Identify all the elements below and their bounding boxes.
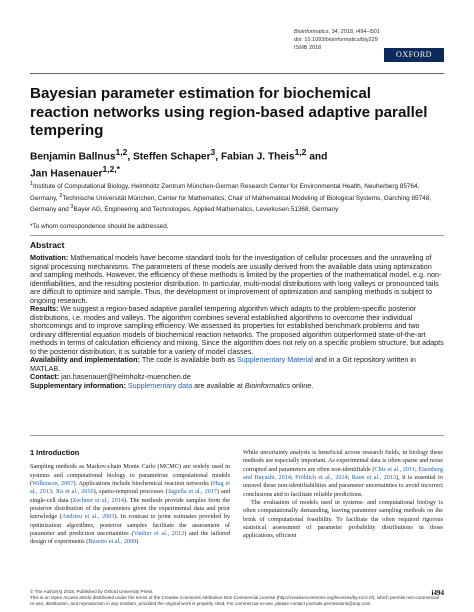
section-heading: 1 Introduction [30, 448, 80, 457]
affiliation-mark: 2 [59, 192, 63, 199]
citation-link[interactable]: Xu et al., 2010 [55, 488, 94, 496]
body-divider [30, 435, 444, 436]
citation-link[interactable]: Eisenberg and Hayashi, 2014 [243, 465, 443, 482]
availability-text: The code is available both as [139, 355, 237, 364]
supplementary-label: Supplementary information: [30, 380, 126, 390]
author[interactable]: Jan Hasenauer [30, 168, 103, 180]
body-text: ; [414, 465, 419, 473]
abstract-heading: Abstract [30, 240, 65, 250]
affiliations [30, 180, 444, 215]
abstract-body [30, 254, 444, 390]
body-text: ) and single-cell data ( [30, 488, 230, 504]
supplementary-text: are available at [192, 380, 245, 390]
copyright-line: © The Author(s) 2018. Published by Oxford University Press. [30, 589, 154, 594]
body-text: ; [51, 488, 56, 496]
body-column-left [30, 449, 230, 547]
intro-paragraph [243, 499, 443, 541]
intro-paragraph [30, 463, 230, 546]
citation-link[interactable]: Wilkinson, 2007 [32, 480, 74, 488]
author[interactable]: Benjamin Ballnus [30, 151, 116, 163]
supplementary-text: online. [290, 380, 314, 390]
author-affiliation-mark: 3 [210, 147, 216, 157]
body-text: Sampling methods as Markov-chain Monte Carlo (MCMC) are widely used in systems and computational biology to parametrize computational models ( [30, 463, 230, 488]
license-text: This is an Open Access article distributed under the terms of the Creative Commons Attribution Non-Commercial License (http://creativecommons.org/licenses/by-nc/4.0/), which permits non-commercial re-use, distribution, and reproduction in any medium, provided the original work is properly cited. For commercial re-use, please contact journals.permissions@oup.com [30, 595, 440, 606]
author-conjunction: and [306, 151, 328, 163]
doi[interactable]: doi: 10.1093/bioinformatics/bty229 [294, 37, 378, 44]
journal-name: Bioinformatics [244, 380, 291, 390]
body-text: ). The methods provide samples from the posterior distribution of the parameters given the experimental data and prior knowledge ( [30, 496, 230, 521]
results-text: We suggest a region-based adaptive parallel tempering algorithm which adapts to the problem-specific posterior distributions, i.e. modes and valleys. The algorithm combines several established algorithms to overcome their individual shortcomings and to improve sampling efficiency. We assessed its properties for established benchmark problems and two ordinary differential equation models of biochemical reaction networks. The proposed algorithm outperformed state-of-the-art methods in terms of calculation efficiency and mixing. Since the algorithm does not rely on a specific problem structure, but adapts to the posterior distribution, it is suitable for a variety of model classes. [30, 304, 444, 356]
oxford-logo: OXFORD [384, 48, 444, 62]
citation-link[interactable]: Zechner et al., 2014 [72, 496, 125, 504]
contact-label: Contact: [30, 372, 60, 381]
affiliation-mark: 1 [30, 181, 33, 187]
author-affiliation-mark: 1,2, [102, 164, 117, 175]
affiliation-text: Institute of Computational Biology, Helmholtz Zentrum München-German Research Center for Environmental Health, Neuherberg 85764, Germany, [30, 183, 420, 202]
affiliation-text: Bayer AG, Engineering and Technologies, Applied Mathematics, Leverkusen 51368, Germany [73, 206, 339, 214]
motivation-label: Motivation: [30, 253, 69, 262]
journal-name: Bioinformatics [294, 29, 329, 35]
availability-label: Availability and implementation: [30, 355, 140, 364]
citation-link[interactable]: Jagiella et al., 2017 [167, 488, 217, 496]
results-label: Results: [30, 304, 59, 313]
citation-link[interactable]: Vanlier et al., 2012 [133, 530, 185, 538]
citation-link[interactable]: Fröhlich et al., 2014 [295, 474, 348, 482]
contact-email[interactable]: jan.hasenauer@helmholtz-muenchen.de [59, 372, 191, 381]
body-text: ; [347, 474, 352, 482]
body-text: ) and the tailored design of experiments ( [30, 530, 230, 546]
body-text: The evaluation of models used in systems- and computational biology is often computationally demanding, leaving parameter sampling methods on the brink of computational feasibility. To facilitate the often required rigorous statistical assessment of parameter probability distributions in those applications, efficient [243, 499, 443, 540]
body-text: ), spatio-temporal processes ( [93, 488, 168, 496]
intro-paragraph [243, 449, 443, 499]
abstract-divider [30, 235, 444, 236]
author[interactable]: Fabian J. Theis [220, 151, 295, 163]
citation: , 34, 2018, i494–i501 [328, 29, 380, 35]
citation-link[interactable]: Hug et al., 2013 [30, 480, 230, 496]
body-text: ). In contrast to point estimates provided by optimization algorithms, posterior samples facilitate the assessment of parameter and prediction uncertainties ( [30, 513, 230, 538]
author-affiliation-mark: 1,2 [115, 147, 128, 157]
header-divider [30, 73, 444, 74]
body-column-right [243, 449, 443, 541]
conference-tag: ISMB 2018 [294, 45, 322, 52]
corresponding-note: *To whom correspondence should be addressed. [30, 223, 169, 230]
citation-link[interactable]: Raue et al., 2013 [351, 474, 397, 482]
citation-link[interactable]: Andrieu et al., 2003 [61, 513, 115, 521]
supplementary-material-link[interactable]: Supplementary Material [236, 355, 313, 364]
article-title: Bayesian parameter estimation for biochemical reaction networks using region-based adaptive parallel tempering [30, 85, 428, 139]
corresponding-mark: * [116, 164, 120, 175]
availability-text: and in a Git repository written in MATLAB. [30, 355, 416, 373]
body-text: ). [136, 538, 140, 546]
supplementary-data-link[interactable]: Supplementary data [125, 380, 193, 390]
license-footer [30, 589, 444, 607]
citation-link[interactable]: Chis et al., 2011 [374, 465, 415, 473]
body-text: While uncertainty analysis is beneficial across research fields, in biology these methods are especially important. As experimental data is often sparse and noise corrupted and parameters are often non-identifiable ( [243, 449, 443, 473]
body-text: ), it is essential to unravel these non-identifiabilities and parameter uncertainties to avoid incorrect conclusions and to facilitate reliable predictions. [243, 474, 443, 498]
author-list: Benjamin Ballnus$^{1,2}$, Steffen Schaper$^3$, Fabian J. Theis$^{1,2}$ and Jan Hasenauer$^{1,2,*}$ [30, 147, 328, 180]
author-affiliation-mark: 1,2 [294, 147, 307, 157]
affiliation-text: Technische Universität München, Center for Mathematics, Chair of Mathematical Modeling of Biological Systems, Garching 85748, Germany and [30, 194, 432, 214]
body-text: ). Applications include biochemical reaction networks ( [73, 480, 213, 488]
affiliation-mark: 3 [70, 204, 74, 211]
page-number: i494 [431, 589, 444, 597]
citation-link[interactable]: Busetto et al., 2009 [88, 538, 137, 546]
body-text: ; [290, 474, 296, 482]
author[interactable]: Steffen Schaper [132, 151, 211, 163]
motivation-text: Mathematical models have become standard tools for the investigation of cellular processes and the unraveling of signal processing mechanisms. The parameters of these models are usually derived from the available data using optimization and sampling methods. However, the efficiency of these methods is limited by the properties of the mathematical model, e.g. non-identifiabilities, and the resulting posterior distribution. In particular, multi-modal distributions with long valleys or pronounced tails are difficult to optimize and sample. Thus, the development or improvement of optimization and sampling methods is subject to ongoing research. [30, 253, 442, 305]
